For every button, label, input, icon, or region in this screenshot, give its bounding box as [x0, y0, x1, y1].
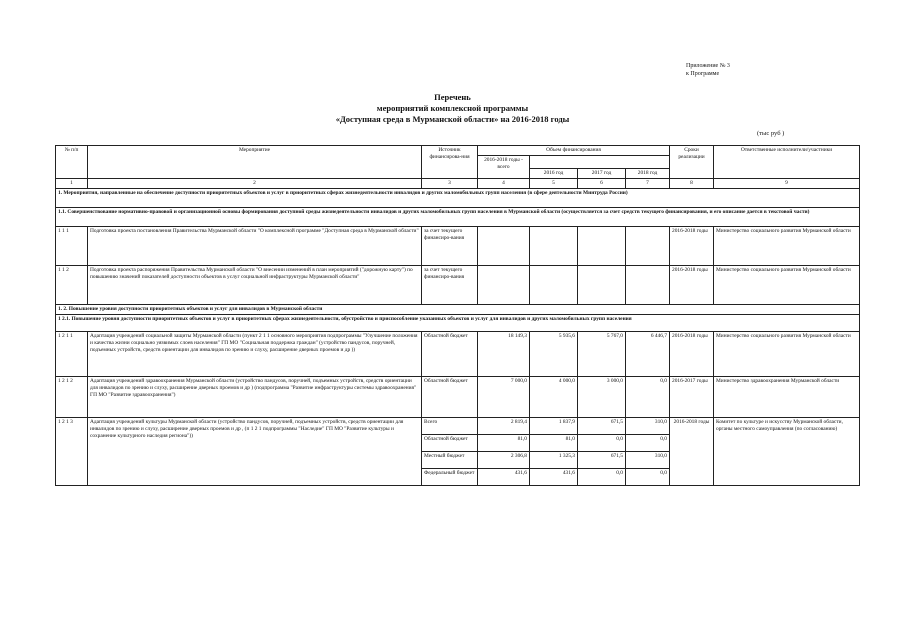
row-responsible: Министерство социального развития Мурманской области — [714, 332, 860, 377]
row-2017: 5 767,0 — [578, 332, 626, 377]
row-source: Федеральный бюджет — [422, 469, 478, 486]
row-2016: 81,0 — [530, 435, 578, 452]
row-2017 — [578, 227, 626, 266]
row-total: 7 000,0 — [478, 377, 530, 418]
row-responsible: Комитет по культуре и искусству Мурманской области, органы местного самоуправления (по согласованию) — [714, 418, 860, 486]
row-2018: 310,0 — [626, 418, 670, 435]
row-2016: 4 000,0 — [530, 377, 578, 418]
row-num: 1 1 2 — [56, 266, 88, 305]
units-label: (тыс руб ) — [757, 130, 785, 137]
row-source: Областной бюджет — [422, 435, 478, 452]
row-total: 431,6 — [478, 469, 530, 486]
row-source: Областной бюджет — [422, 332, 478, 377]
row-source: за счет текущего финансиро-вания — [422, 266, 478, 305]
header-2016: 2016 год — [530, 169, 578, 179]
row-terms: 2016-2017 годы — [670, 377, 714, 418]
column-numbers-row — [56, 179, 860, 189]
row-num: 1 1 1 — [56, 227, 88, 266]
section-row — [56, 189, 860, 208]
header-years-blank — [530, 156, 670, 169]
row-event: Подготовка проекта постановления Правительства Мурманской области "О комплексной программе "Доступная среда в Мурманской области" — [88, 227, 422, 266]
row-2018 — [626, 266, 670, 305]
row-source: Областной бюджет — [422, 377, 478, 418]
document-subtitle: мероприятий комплексной программы — [376, 103, 529, 113]
header-terms: Сроки реализации — [670, 146, 714, 179]
row-responsible: Министерство социального развития Мурманской области — [714, 227, 860, 266]
row-num: 1 2 1 3 — [56, 418, 88, 486]
document-program-name: «Доступная среда в Мурманской области» на 2016-2018 годы — [335, 114, 570, 124]
colnum: 7 — [626, 179, 670, 189]
row-total — [478, 266, 530, 305]
row-terms: 2016-2018 годы — [670, 266, 714, 305]
colnum: 8 — [670, 179, 714, 189]
row-2018: 0,0 — [626, 469, 670, 486]
header-source: Источник финансирова-ния — [422, 146, 478, 179]
row-total: 18 149,3 — [478, 332, 530, 377]
row-2017: 0,0 — [578, 435, 626, 452]
row-event: Адаптация учреждений культуры Мурманской области (устройство пандусов, поручней, подъемных устройств, средств ориентации для инвалидов по зрению и слуху, расширение дверных проемов и др , (п 1 2 1 подпрограммы "Наследие" ГП МО "Развитие культуры и сохранение культурного наследия региона")) — [88, 418, 422, 486]
row-event: Адаптация учреждений социальной защиты Мурманской области (пункт 2 1 1 основного мероприятия подпрограммы "Улучшение положения и качества жизни социально уязвимых слоев населения" ГП МО "Социальная поддержка граждан" (устройство пандусов, поручней, подъемных устройств, средств ориентации для инвалидов по зрению и слуху, расширение дверных проемов и др )) — [88, 332, 422, 377]
row-2017: 0,0 — [578, 469, 626, 486]
row-responsible: Министерство социального развития Мурманской области — [714, 266, 860, 305]
section-1: 1. Мероприятия, направленные на обеспечение доступности приоритетных объектов и услуг в приоритетных сферах жизнедеятельности инвалидов и других маломобильных групп населения (в сфере деятельности Минтруда России) — [56, 189, 860, 208]
colnum: 6 — [578, 179, 626, 189]
table-row — [56, 266, 860, 305]
row-total: 81,0 — [478, 435, 530, 452]
section-1-2-1: 1 2.1. Повышение уровня доступности приоритетных объектов и услуг в приоритетных сферах жизнедеятельности, обустройство и приспособление указанных объектов и услуг для инвалидов и других маломобильных групп населения — [56, 315, 860, 332]
row-2017: 671,5 — [578, 452, 626, 469]
colnum: 4 — [478, 179, 530, 189]
row-2017: 671,5 — [578, 418, 626, 435]
row-terms: 2016-2018 годы — [670, 227, 714, 266]
row-2018 — [626, 227, 670, 266]
row-2018: 310,0 — [626, 452, 670, 469]
header-2018: 2018 год — [626, 169, 670, 179]
annex-number: Приложение № 3 — [686, 63, 730, 69]
table-row — [56, 227, 860, 266]
row-2016: 1 837,9 — [530, 418, 578, 435]
annex-program: к Программе — [686, 71, 720, 77]
row-num: 1 2 1 1 — [56, 332, 88, 377]
row-2016 — [530, 227, 578, 266]
row-total: 2 819,4 — [478, 418, 530, 435]
row-num: 1 2 1 2 — [56, 377, 88, 418]
row-2016: 1 325,3 — [530, 452, 578, 469]
header-event: Мероприятие — [88, 146, 422, 179]
row-2018: 0,0 — [626, 377, 670, 418]
row-source: за счет текущего финансиро-вания — [422, 227, 478, 266]
row-total — [478, 227, 530, 266]
row-2016: 431,6 — [530, 469, 578, 486]
header-2017: 2017 год — [578, 169, 626, 179]
section-row — [56, 305, 860, 315]
annex-note — [686, 62, 730, 78]
document-title: Перечень — [434, 92, 471, 102]
row-2018: 6 446,7 — [626, 332, 670, 377]
row-source: Местный бюджет — [422, 452, 478, 469]
row-source: Всего — [422, 418, 478, 435]
row-2017: 3 000,0 — [578, 377, 626, 418]
row-total: 2 306,8 — [478, 452, 530, 469]
section-1-1: 1.1. Совершенствование нормативно-правовой и организационной основы формирования доступной среды жизнедеятельности инвалидов и других маломобильных групп населения в Мурманской области (осуществляется за счет средств текущего финансирования, и его описание дается в текстовой части) — [56, 208, 860, 227]
colnum: 5 — [530, 179, 578, 189]
colnum: 3 — [422, 179, 478, 189]
colnum: 9 — [714, 179, 860, 189]
table-row — [56, 332, 860, 377]
section-row — [56, 315, 860, 332]
header-total: 2016-2018 годы - всего — [478, 156, 530, 179]
row-terms: 2016-2018 годы — [670, 418, 714, 486]
section-1-2: 1. 2. Повышение уровня доступности приоритетных объектов и услуг для инвалидов в Мурманской области — [56, 305, 860, 315]
table-row — [56, 418, 860, 435]
row-event: Подготовка проекта распоряжения Правительства Мурманской области "О внесении изменений в план мероприятий ("дорожную карту") по повышению значений показателей доступности объектов в услуг социальной инфраструктуры Мурманской области" — [88, 266, 422, 305]
row-2016 — [530, 266, 578, 305]
row-event: Адаптация учреждений здравоохранения Мурманской области (устройство пандусов, поручней, подъемных устройств, средств ориентации для инвалидов по зрению и слуху, расширение дверных проемов и др ) (подпрограмма "Развитие инфраструктуры системы здравоохранения" ГП МО "Развитие здравоохранения") — [88, 377, 422, 418]
header-volume: Объем финансирования — [478, 146, 670, 156]
row-2016: 5 935,6 — [530, 332, 578, 377]
events-table — [55, 145, 860, 486]
header-num: № п/п — [56, 146, 88, 179]
section-row — [56, 208, 860, 227]
row-2018: 0,0 — [626, 435, 670, 452]
header-responsible: Ответственные исполнители/участники — [714, 146, 860, 179]
colnum: 2 — [88, 179, 422, 189]
table-row — [56, 377, 860, 418]
row-responsible: Министерство здравоохранения Мурманской области — [714, 377, 860, 418]
row-terms: 2016-2018 годы — [670, 332, 714, 377]
colnum: 1 — [56, 179, 88, 189]
row-2017 — [578, 266, 626, 305]
